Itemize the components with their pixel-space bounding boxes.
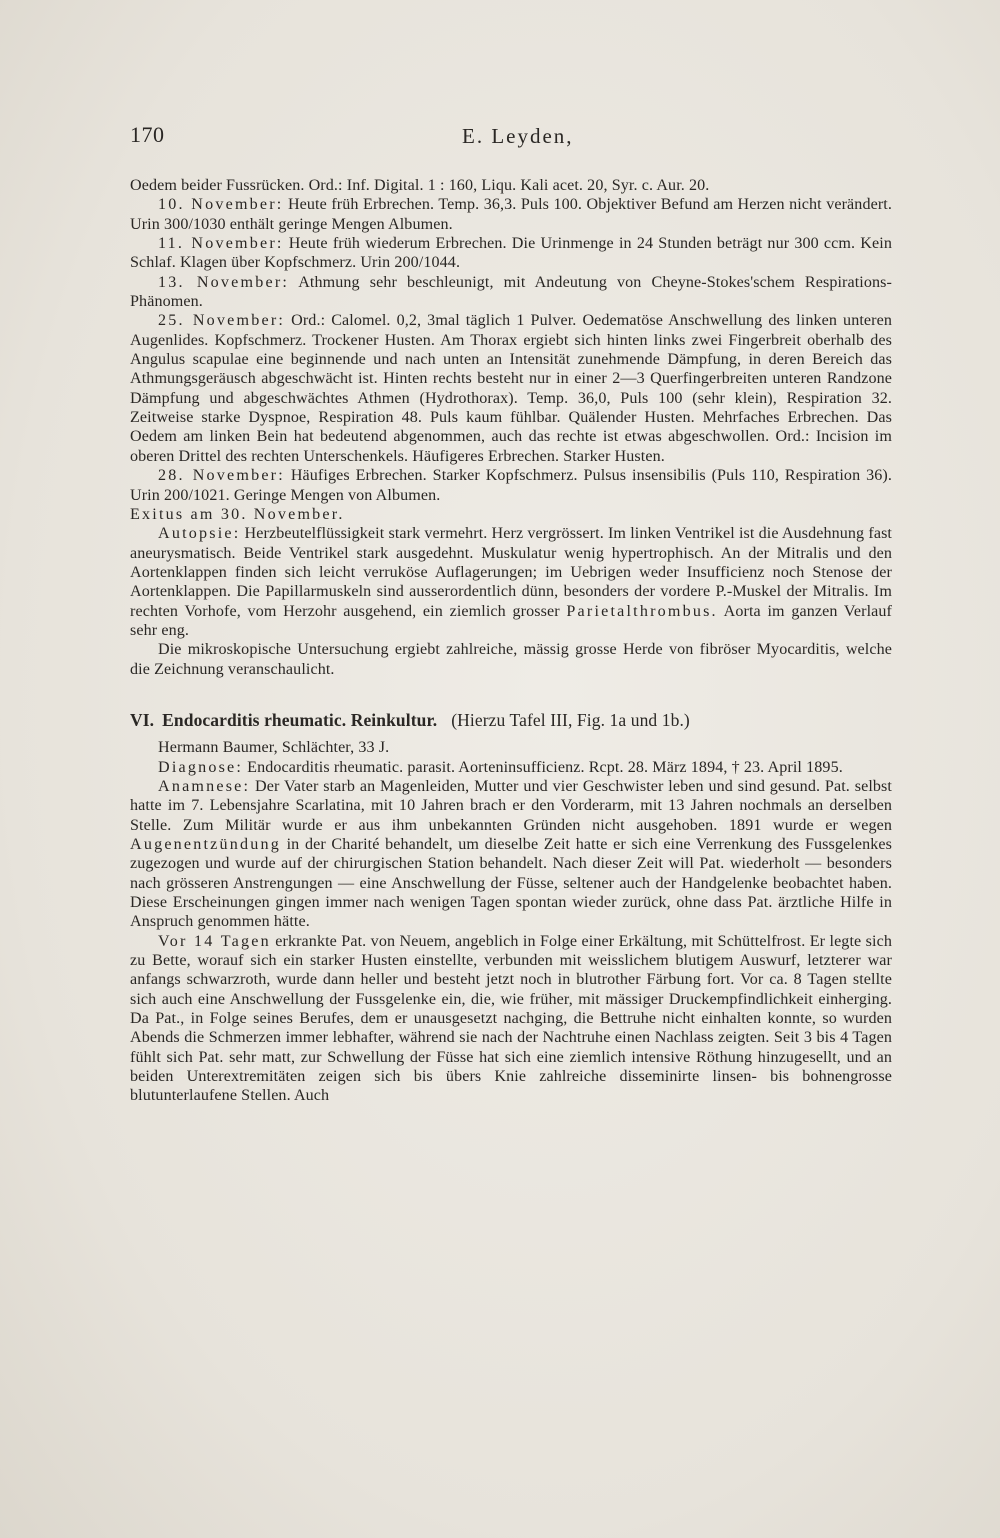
paragraph-oedem: Oedem beider Fussrücken. Ord.: Inf. Digital. 1 : 160, Liqu. Kali acet. 20, Syr. c. Aur. 20. — [130, 177, 710, 194]
entry-11-november — [130, 234, 892, 273]
paragraph-diagnose — [130, 758, 892, 777]
diagnose-label: Diagnose: — [158, 758, 244, 776]
body-text — [130, 176, 892, 1106]
entry-text: Ord.: Calomel. 0,2, 3mal täglich 1 Pulver. Oedematöse Anschwellung des linken unteren Augenlides. Kopfschmerz. Trockener Husten. Am Thorax ergiebt sich hinten links zwei Fingerbreit oberhalb des Angulus scapulae eine beginnende und nach unten an Intensität zunehmende Dämpfung, in deren Bereich das Athmungsgeräusch abgeschwächt ist. Hinten rechts besteht nur in einer 2—3 Querfingerbreiten unteren Randzone Dämpfung und abgeschwächtes Athmen (Hydrothorax). Temp. 36,0, Puls 100 (sehr klein), Respiration 32. Zeitweise starke Dyspnoe, Respiration 48. Puls kaum fühlbar. Quälender Husten. Mehrfaches Erbrechen. Das Oedem am linken Bein hat bedeutend abgenommen, auch das rechte ist etwas abgeschwollen. Ord.: Incision im oberen Drittel des rechten Unterschenkels. Häufigeres Erbrechen. Starker Husten. — [130, 312, 893, 465]
autopsie-text: Herzbeutelflüssigkeit stark vermehrt. Herz vergrössert. Im linken Ventrikel ist die Ausdehnung fast aneurysmatisch. Beide Ventrikel stark ausgedehnt. Muskulatur wenig hypertrophisch. An der Mitralis und den Aortenklappen finden sich leicht verruköse Auflagerungen; im Uebrigen weder Insufficienz noch Stenose der Aortenklappen. Die Papillarmuskeln sind ausserordentlich dünn, besonders der vordere P.-Muskel der Mitralis. Im rechten Vorhofe, vom Herzohr ausgehend, ein ziemlich grosser — [130, 525, 892, 620]
anamnese-text: Der Vater starb an Magenleiden, Mutter und vier Geschwister leben und sind gesund. Pat. selbst hatte im 7. Lebensjahre Scarlatina, mit 10 Jahren brach er den Vorderarm, mit 13 Jahren nochmals an derselben Stelle. Zum Militär wurde er aus ihm unbekannten Gründen nicht ausgehoben. 1891 wurde er wegen — [130, 777, 892, 834]
section-plate-reference: (Hierzu Tafel III, Fig. 1a und 1b.) — [451, 709, 690, 730]
entry-date: 28. November: — [158, 467, 285, 485]
paragraph-anamnese — [130, 777, 892, 932]
autopsie-label: Autopsie: — [158, 525, 241, 543]
entry-text: Heute früh wiederum Erbrechen. Die Urinmenge in 24 Stunden beträgt nur 300 ccm. Kein Schlaf. Klagen über Kopfschmerz. Urin 200/1044. — [130, 235, 892, 272]
entry-10-november — [130, 195, 892, 234]
paragraph-autopsie — [130, 524, 892, 640]
autopsie-spaced-term: Parietalthrombus. — [566, 602, 718, 620]
entry-text: Heute früh Erbrechen. Temp. 36,3. Puls 100. Objektiver Befund am Herzen nicht verändert. Urin 300/1030 enthält geringe Mengen Albumen. — [130, 196, 892, 233]
entry-date: 13. November: — [158, 273, 290, 291]
anamnese-label: Anamnese: — [158, 777, 251, 795]
section-heading-vi — [130, 711, 892, 730]
entry-date: 10. November: — [158, 196, 284, 214]
entry-text: Athmung sehr beschleunigt, mit Andeutung von Cheyne-Stokes'schem Respirations-Phänomen. — [130, 273, 892, 311]
entry-25-november — [130, 311, 892, 466]
diagnose-text: Endocarditis rheumatic. parasit. Aorteninsufficienz. Rcpt. 28. März 1894, † 23. April 1895. — [243, 758, 843, 776]
page-number: 170 — [130, 122, 165, 147]
running-head: E. Leyden, — [462, 124, 574, 148]
entry-date: 11. November: — [158, 235, 284, 253]
anamnese-spaced-term: Augenentzündung — [130, 836, 281, 853]
paragraph-vor-14-tagen — [130, 932, 892, 1106]
vor-14-tagen-text: erkrankte Pat. von Neuem, angeblich in Folge einer Erkältung, mit Schüttelfrost. Er legte sich zu Bette, worauf sich ein starker Husten einstellte, verbunden mit weisslichem blutigem Auswurf, letzterer war anfangs schwarzroth, wurde dann heller und besteht jetzt noch in blutrother Färbung fort. Vor ca. 8 Tagen stellte sich auch eine Anschwellung der Fussgelenke ein, die, wie früher, mit mässiger Druckempfindlichkeit einherging. Da Pat., in Folge seines Berufes, dem er unausgesetzt nachging, die Bettruhe nicht einhalten konnte, so wurden Abends die Schmerzen immer lebhafter, während sie nach der Nachtruhe einen Nachlass zeigten. Seit 3 bis 4 Tagen fühlt sich Pat. sehr matt, zur Schwellung der Füsse hat sich eine ziemlich intensive Röthung hinzugesellt, und an beiden Unterextremitäten zeigen sich bis übers Knie zahlreiche disseminirte linsen- bis bohnengrosse blutunterlaufene Stellen. Auch — [130, 932, 892, 1105]
entry-date: 25. November: — [158, 312, 286, 330]
autopsie-tail: Aorta im ganzen Verlauf sehr eng. — [130, 602, 892, 639]
paragraph-mikroskopie: Die mikroskopische Untersuchung ergiebt zahlreiche, mässig grosse Herde von fibröser Myocarditis, welche die Zeichnung veranschaulicht. — [130, 641, 892, 678]
vor-14-tagen-label: Vor 14 Tagen — [158, 932, 271, 950]
entry-28-november — [130, 466, 892, 505]
entry-13-november — [130, 273, 892, 312]
section-number: VI. — [130, 709, 155, 730]
exitus-line: Exitus am 30. November. — [130, 505, 345, 523]
anamnese-tail: in der Charité behandelt, um dieselbe Zeit hatte er sich eine Verrenkung des Fussgelenkes zugezogen und wurde auf der chirurgischen Station behandelt. Nach dieser Zeit will Pat. wiederholt — besonders nach grösseren Anstrengungen — eine Anschwellung der Füsse, seltener auch der Handgelenke beobachtet haben. Diese Erscheinungen gingen immer nach wenigen Tagen spontan wieder zurück, ohne dass Pat. ärztliche Hilfe in Anspruch genommen hätte. — [130, 836, 892, 931]
patient-line: Hermann Baumer, Schlächter, 33 J. — [158, 739, 390, 757]
entry-text: Häufiges Erbrechen. Starker Kopfschmerz. Pulsus insensibilis (Puls 110, Respiration 36). Urin 200/1021. Geringe Mengen von Albumen. — [130, 467, 893, 504]
section-title: Endocarditis rheumatic. Reinkultur. — [162, 709, 438, 730]
page-header — [130, 122, 892, 152]
